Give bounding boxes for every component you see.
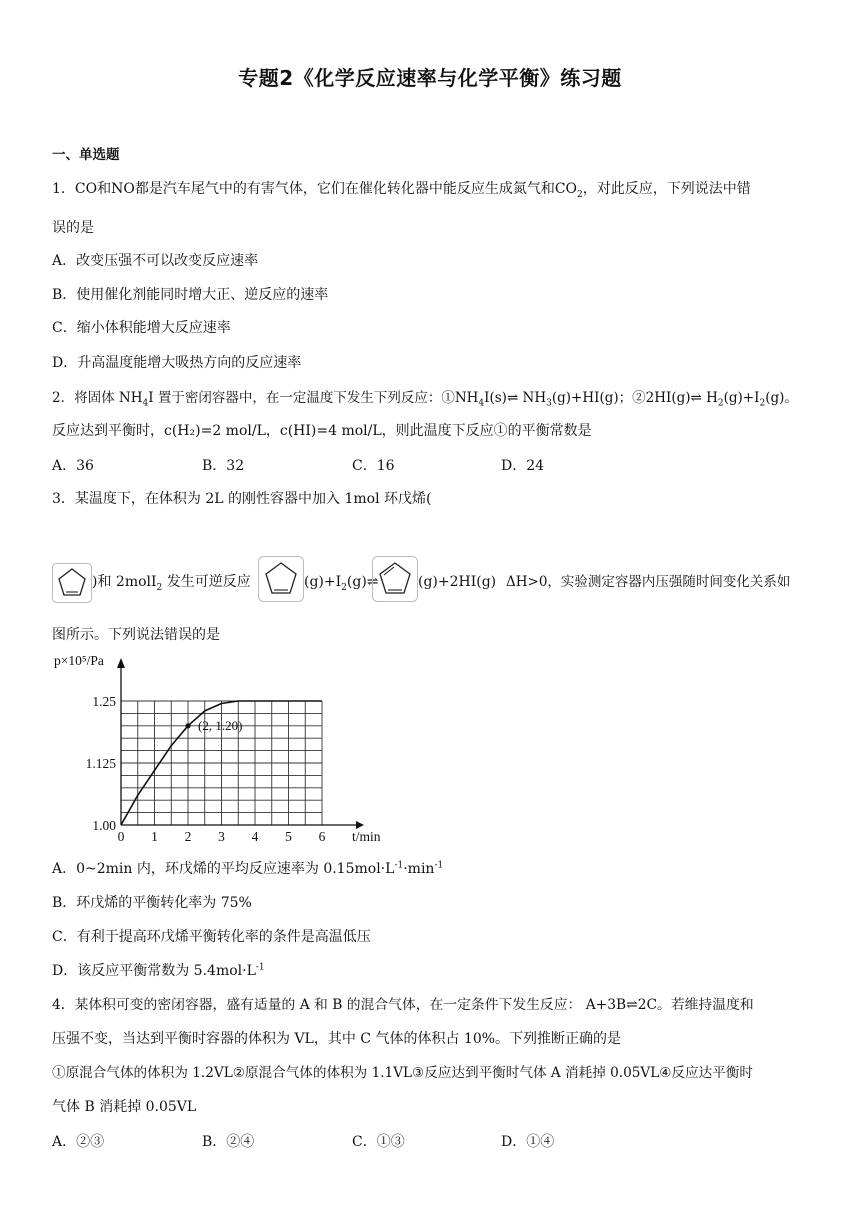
q4-stem-line4: 气体 B 消耗掉 0.05VL bbox=[52, 1099, 197, 1115]
q3-stem-line3: 图所示。下列说法错误的是 bbox=[52, 627, 220, 643]
q2-sub: 4 bbox=[478, 398, 485, 409]
q3-a-sup: -1 bbox=[434, 860, 444, 871]
x-tick-label: 5 bbox=[285, 829, 292, 844]
q1-stem-text: 1．CO和NO都是汽车尾气中的有害气体，它们在催化转化器中能反应生成氮气和CO bbox=[52, 181, 578, 197]
q4-stem-line3: ①原混合气体的体积为 1.2VL②原混合气体的体积为 1.1VL③反应达到平衡时气体 A 消耗掉 0.05VL④反应达平衡时 bbox=[52, 1065, 753, 1081]
y-axis-title: p×10⁵/Pa bbox=[54, 653, 104, 668]
x-axis-title: t/min bbox=[352, 829, 381, 844]
q2-text: I 置于密闭容器中，在一定温度下发生下列反应：①NH bbox=[148, 390, 479, 406]
q2-option-c[interactable]: C．16 bbox=[352, 458, 395, 474]
q1-option-b[interactable]: B．使用催化剂能同时增大正、逆反应的速率 bbox=[52, 287, 329, 303]
q2-sub: 2 bbox=[759, 398, 766, 409]
q4-stem-line2: 压强不变，当达到平衡时容器的体积为 VL，其中 C 气体的体积占 10%。下列推断正确的是 bbox=[52, 1031, 622, 1047]
cyclopentene-reactant-structure bbox=[258, 556, 304, 602]
q3-option-b[interactable]: B．环戊烯的平衡转化率为 75% bbox=[52, 895, 252, 911]
q3-option-a[interactable] bbox=[52, 859, 443, 879]
q3-stem-seg-c bbox=[304, 572, 379, 592]
cyclopentene-structure bbox=[52, 563, 92, 603]
q1-option-c[interactable]: C．缩小体积能增大反应速率 bbox=[52, 320, 231, 336]
point-annotation: (2, 1.20) bbox=[198, 717, 243, 733]
q3-a-text: A．0~2min 内，环戊烯的平均反应速率为 0.15mol·L bbox=[52, 861, 395, 877]
q2-sub: 4 bbox=[142, 398, 149, 409]
data-point-2-1.20 bbox=[185, 723, 190, 728]
q2-text: (g)。 bbox=[765, 390, 798, 406]
q4-option-d[interactable]: D．①④ bbox=[501, 1134, 555, 1150]
x-tick-label: 6 bbox=[318, 829, 326, 844]
q2-option-d[interactable]: D．24 bbox=[501, 458, 545, 474]
q2-text: (g)+I bbox=[723, 390, 760, 406]
q1-option-a[interactable]: A．改变压强不可以改变反应速率 bbox=[52, 253, 259, 269]
q3-stem-seg-d: (g)+2HI(g) bbox=[418, 574, 497, 590]
q1-option-d[interactable]: D．升高温度能增大吸热方向的反应速率 bbox=[52, 355, 302, 371]
q3-sub: 2 bbox=[156, 582, 163, 593]
q2-option-a[interactable]: A．36 bbox=[52, 458, 94, 474]
q2-text: I(s)⇌ NH bbox=[484, 390, 547, 406]
q3-text: )和 2molI bbox=[92, 574, 157, 590]
q3-option-c[interactable]: C．有利于提高环戊烯平衡转化率的条件是高温低压 bbox=[52, 929, 371, 945]
q1-stem-line1 bbox=[52, 179, 751, 199]
q2-stem-line1 bbox=[52, 388, 798, 408]
q3-d-sup: -1 bbox=[255, 962, 265, 973]
q3-d-text: D．该反应平衡常数为 5.4mol·L bbox=[52, 963, 256, 979]
x-axis-arrow bbox=[356, 821, 364, 829]
y-tick-label: 1.25 bbox=[92, 694, 116, 709]
q2-stem-line2: 反应达到平衡时，c(H₂)=2 mol/L，c(HI)=4 mol/L，则此温度下反应①的平衡常数是 bbox=[52, 423, 592, 439]
q3-sub: 2 bbox=[341, 582, 347, 593]
q4-option-a[interactable]: A．②③ bbox=[52, 1134, 105, 1150]
q2-sub: 2 bbox=[717, 398, 724, 409]
chart-labels bbox=[54, 653, 381, 844]
q1-stem-text-end: ，对此反应，下列说法中错 bbox=[582, 181, 751, 197]
q3-text: (g)+I bbox=[304, 574, 342, 590]
q4-option-b[interactable]: B．②④ bbox=[202, 1134, 255, 1150]
q2-option-b[interactable]: B．32 bbox=[202, 458, 245, 474]
q1-stem-line2: 误的是 bbox=[52, 220, 94, 236]
q3-a-sup: -1 bbox=[394, 860, 404, 871]
q1-subscript: 2 bbox=[577, 189, 583, 200]
x-tick-label: 1 bbox=[151, 829, 158, 844]
q4-option-c[interactable]: C．①③ bbox=[352, 1134, 405, 1150]
q2-text: 2．将固体 NH bbox=[52, 390, 143, 406]
q2-sub: 3 bbox=[546, 398, 552, 409]
q3-stem-seg-a bbox=[92, 572, 251, 592]
q3-text: 发生可逆反应 bbox=[162, 574, 251, 590]
y-tick-label: 1.125 bbox=[85, 756, 116, 771]
y-tick-label: 1.00 bbox=[92, 818, 116, 833]
x-tick-label: 0 bbox=[117, 829, 125, 844]
x-tick-label: 3 bbox=[218, 829, 225, 844]
cyclopentadiene-product-structure bbox=[372, 556, 418, 602]
pressure-time-chart bbox=[50, 648, 381, 854]
q3-stem-line1: 3．某温度下，在体积为 2L 的刚性容器中加入 1mol 环戊烯( bbox=[52, 491, 432, 507]
q2-text: (g)+HI(g)；②2HI(g)⇌ H bbox=[551, 390, 718, 406]
q3-a-text: ·min bbox=[403, 861, 435, 877]
q4-stem-line1: 4．某体积可变的密闭容器，盛有适量的 A 和 B 的混合气体，在一定条件下发生反应： A+3B⇌2C。若维持温度和 bbox=[52, 997, 754, 1013]
page-title: 专题2《化学反应速率与化学平衡》练习题 bbox=[238, 66, 622, 90]
q3-stem-seg-e: ΔH>0，实验测定容器内压强随时间变化关系如 bbox=[506, 574, 791, 590]
y-axis-arrow bbox=[117, 658, 125, 668]
x-tick-label: 2 bbox=[184, 829, 192, 844]
x-tick-label: 4 bbox=[251, 829, 259, 844]
section-heading: 一、单选题 bbox=[52, 147, 120, 163]
q3-text: (g)⇌ bbox=[346, 574, 379, 590]
q3-option-d[interactable] bbox=[52, 961, 265, 981]
